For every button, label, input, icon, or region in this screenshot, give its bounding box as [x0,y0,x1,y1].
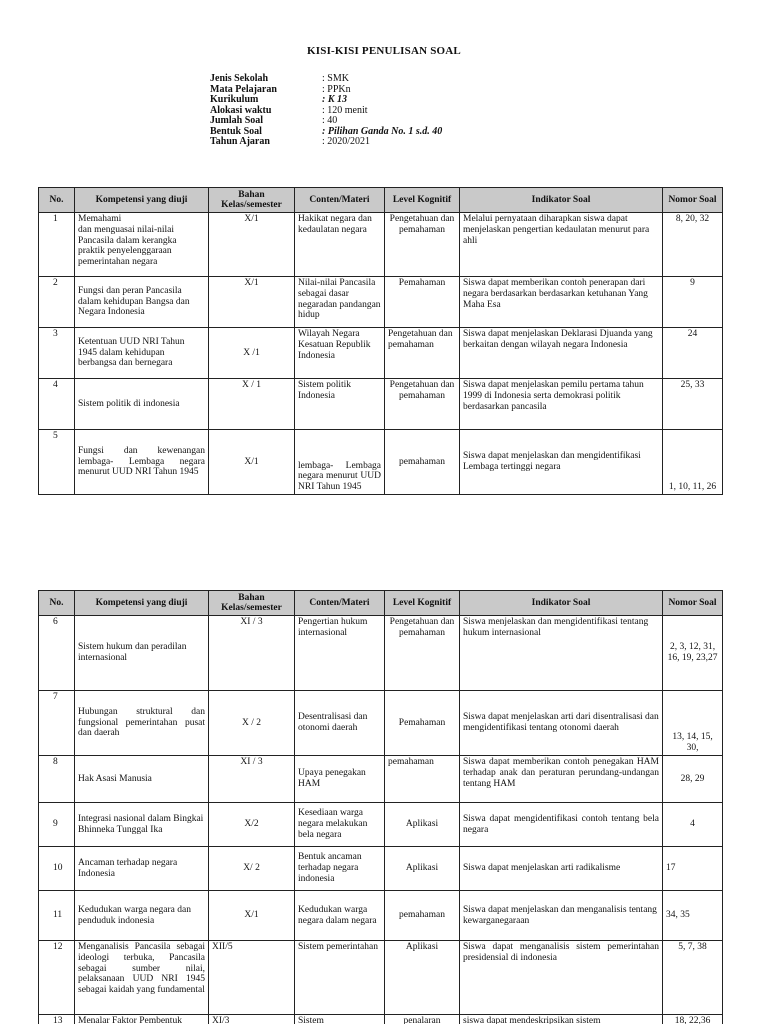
cell-level: pemahaman [385,430,460,495]
cell-nomor: 8, 20, 32 [663,213,723,277]
cell-indikator: siswa dapat mendeskripsikan sistem [460,1015,663,1024]
cell-bahan: XI / 3 [209,616,295,691]
cell-level: Pengetahuan dan pemahaman [385,213,460,277]
cell-level: Pengetahuan dan pemahaman [385,616,460,691]
cell-kompetensi: Hak Asasi Manusia [75,756,209,803]
table-row [39,847,723,891]
cell-materi: Nilai-nilai Pancasila sebagai dasar negaradan pandangan hidup [295,277,385,328]
cell-level: Pemahaman [385,691,460,756]
cell-kompetensi: Ketentuan UUD NRI Tahun 1945 dalam kehidupan berbangsa dan bernegara [75,328,209,379]
document-metadata [210,74,442,148]
meta-key: Kurikulum [210,94,259,105]
cell-materi: Bentuk ancaman terhadap negara indonesia [295,847,385,891]
cell-nomor: 25, 33 [663,379,723,430]
header-bahan: Bahan Kelas/semester [209,188,295,213]
cell-kompetensi: Menalar Faktor Pembentuk [75,1015,209,1024]
cell-materi: Sistem [295,1015,385,1024]
cell-level: penalaran [385,1015,460,1024]
cell-nomor: 5, 7, 38 [663,941,723,1015]
meta-value: : 120 menit [322,104,368,116]
meta-value: : SMK [322,73,349,84]
cell-materi: Kedudukan warga negara dalam negara [295,891,385,941]
cell-kompetensi: Sistem hukum dan peradilan internasional [75,616,209,691]
meta-key: Alokasi waktu [210,104,272,116]
cell-indikator: Siswa dapat menjelaskan pemilu pertama tahun 1999 di Indonesia serta demokrasi politik berdasarkan pancasila [460,379,663,430]
meta-row-kurikulum [210,95,442,106]
cell-materi: Desentralisasi dan otonomi daerah [295,691,385,756]
header-bahan: Bahan Kelas/semester [209,591,295,616]
cell-materi: Upaya penegakan HAM [295,756,385,803]
cell-kompetensi: Menganalisis Pancasila sebagai ideologi terbuka, Pancasila sebagai sumber nilai, pelaksanaan UUD NRI 1945 sebagai kaidah yang fundamental [75,941,209,1015]
cell-materi: Hakikat negara dan kedaulatan negara [295,213,385,277]
meta-key: Jumlah Soal [210,115,264,126]
cell-bahan: X/1 [209,430,295,495]
cell-bahan: XII/5 [209,941,295,1015]
cell-kompetensi: Sistem politik di indonesia [75,379,209,430]
cell-bahan: X / 2 [209,691,295,756]
cell-no: 13 [39,1015,75,1024]
cell-level: pemahaman [385,891,460,941]
meta-value: : 40 [322,115,338,126]
cell-indikator: Siswa menjelaskan dan mengidentifikasi tentang hukum internasional [460,616,663,691]
header-nomor: Nomor Soal [663,188,723,213]
cell-no: 1 [39,213,75,277]
cell-indikator: Siswa dapat memberikan contoh penerapan dari negara berdasarkan berdasarkan ketuhanan Yang Maha Esa [460,277,663,328]
cell-no: 6 [39,616,75,691]
cell-bahan: X /1 [209,328,295,379]
header-no: No. [39,188,75,213]
table-row [39,891,723,941]
table-row [39,803,723,847]
cell-level: Pengetahuan dan pemahaman [385,328,460,379]
cell-bahan: XI/3 [209,1015,295,1024]
table-header-row [39,188,723,213]
header-level: Level Kognitif [385,591,460,616]
meta-row-jenis-sekolah [210,74,442,85]
meta-value: : K 13 [322,94,347,105]
table-row [39,691,723,756]
cell-indikator: Siswa dapat menjelaskan arti dari disentralisasi dan mengidentifikasi tentang otonomi daerah [460,691,663,756]
cell-kompetensi: Memahami dan menguasai nilai-nilai Pancasila dalam kerangka praktik penyelenggaraan pemerintahan negara [75,213,209,277]
cell-no: 9 [39,803,75,847]
cell-materi: Pengertian hukum internasional [295,616,385,691]
table-row [39,1015,723,1024]
cell-nomor: 4 [663,803,723,847]
table-row [39,328,723,379]
cell-kompetensi: Hubungan struktural dan fungsional pemerintahan pusat dan daerah [75,691,209,756]
cell-nomor: 34, 35 [663,891,723,941]
cell-no: 12 [39,941,75,1015]
cell-materi: Sistem politik Indonesia [295,379,385,430]
meta-row-jumlah-soal [210,116,442,127]
cell-bahan: X / 1 [209,379,295,430]
header-level: Level Kognitif [385,188,460,213]
cell-level: Aplikasi [385,941,460,1015]
cell-nomor: 9 [663,277,723,328]
cell-bahan: X/ 2 [209,847,295,891]
cell-nomor: 28, 29 [663,756,723,803]
cell-bahan: X/1 [209,213,295,277]
header-kompetensi: Kompetensi yang diuji [75,591,209,616]
cell-indikator: Siswa dapat menjelaskan dan mengidentifikasi Lembaga tertinggi negara [460,430,663,495]
cell-kompetensi: Kedudukan warga negara dan penduduk indonesia [75,891,209,941]
table-row [39,430,723,495]
cell-no: 8 [39,756,75,803]
meta-key: Jenis Sekolah [210,73,269,84]
cell-materi: Wilayah Negara Kesatuan Republik Indonesia [295,328,385,379]
cell-nomor: 24 [663,328,723,379]
cell-bahan: XI / 3 [209,756,295,803]
cell-indikator: Siswa dapat menjelaskan dan menganalisis tentang kewarganegaraan [460,891,663,941]
cell-level: Aplikasi [385,803,460,847]
document-title: KISI-KISI PENULISAN SOAL [307,45,461,57]
cell-no: 10 [39,847,75,891]
meta-key: Bentuk Soal [210,125,262,137]
header-materi: Conten/Materi [295,188,385,213]
cell-no: 11 [39,891,75,941]
cell-nomor: 13, 14, 15, 30, [663,691,723,756]
cell-indikator: Siswa dapat menjelaskan arti radikalisme [460,847,663,891]
cell-materi: Sistem pemerintahan [295,941,385,1015]
table-row [39,213,723,277]
table-row [39,379,723,430]
cell-indikator: Melalui pernyataan diharapkan siswa dapat menjelaskan pengertian kedaulatan menurut para ahli [460,213,663,277]
table-row [39,941,723,1015]
grid-table-page-1 [38,187,723,495]
cell-kompetensi: Fungsi dan peran Pancasila dalam kehidupan Bangsa dan Negara Indonesia [75,277,209,328]
cell-level: Pengetahuan dan pemahaman [385,379,460,430]
cell-no: 2 [39,277,75,328]
cell-indikator: Siswa dapat mengidentifikasi contoh tentang bela negara [460,803,663,847]
header-no: No. [39,591,75,616]
cell-bahan: X/1 [209,277,295,328]
cell-indikator: Siswa dapat menganalisis sistem pemerintahan presidensial di indonesia [460,941,663,1015]
meta-row-tahun-ajaran [210,137,442,148]
cell-indikator: Siswa dapat memberikan contoh penegakan HAM terhadap anak dan peraturan perundang-undangan tentang HAM [460,756,663,803]
header-nomor: Nomor Soal [663,591,723,616]
cell-no: 5 [39,430,75,495]
grid-table-page-2 [38,590,723,1024]
table-header-row [39,591,723,616]
meta-value: : PPKn [322,83,351,95]
cell-kompetensi: Integrasi nasional dalam Bingkai Bhinneka Tunggal Ika [75,803,209,847]
cell-materi: lembaga- Lembaga negara menurut UUD NRI Tahun 1945 [295,430,385,495]
cell-nomor: 17 [663,847,723,891]
cell-materi: Kesediaan warga negara melakukan bela negara [295,803,385,847]
cell-bahan: X/1 [209,891,295,941]
cell-nomor: 2, 3, 12, 31, 16, 19, 23,27 [663,616,723,691]
cell-kompetensi: Ancaman terhadap negara Indonesia [75,847,209,891]
cell-nomor: 18, 22,36 [663,1015,723,1024]
cell-no: 7 [39,691,75,756]
cell-bahan: X/2 [209,803,295,847]
meta-key: Tahun Ajaran [210,136,270,147]
header-materi: Conten/Materi [295,591,385,616]
cell-level: pemahaman [385,756,460,803]
header-indikator: Indikator Soal [460,591,663,616]
header-kompetensi: Kompetensi yang diuji [75,188,209,213]
meta-key: Mata Pelajaran [210,83,277,95]
cell-no: 3 [39,328,75,379]
meta-value: : 2020/2021 [322,136,371,147]
cell-kompetensi: Fungsi dan kewenangan lembaga- Lembaga negara menurut UUD NRI Tahun 1945 [75,430,209,495]
cell-nomor: 1, 10, 11, 26 [663,430,723,495]
table-row [39,756,723,803]
cell-level: Aplikasi [385,847,460,891]
cell-level: Pemahaman [385,277,460,328]
header-indikator: Indikator Soal [460,188,663,213]
table-row [39,616,723,691]
table-row [39,277,723,328]
cell-no: 4 [39,379,75,430]
meta-value: : Pilihan Ganda No. 1 s.d. 40 [322,125,443,137]
cell-indikator: Siswa dapat menjelaskan Deklarasi Djuanda yang berkaitan dengan wilayah negara Indonesia [460,328,663,379]
